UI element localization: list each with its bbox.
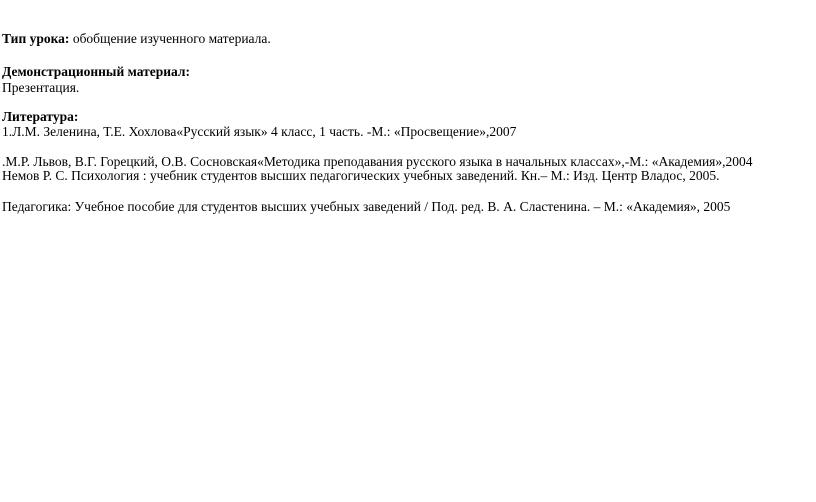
demo-material-heading: Демонстрационный материал: — [2, 64, 190, 79]
literature-item: .М.Р. Львов, В.Г. Горецкий, О.В. Сосновская«Методика преподавания русского языка в начальных классах»,-М.: «Академия»,2004 — [2, 154, 753, 169]
literature-item: Немов Р. С. Психология : учебник студентов высших педагогических учебных заведений. Кн.– М.: Изд. Центр Владос, 2005. — [2, 168, 720, 183]
lesson-type-line — [2, 31, 271, 47]
literature-heading: Литература: — [2, 109, 79, 124]
literature-item: 1.Л.М. Зеленина, Т.Е. Хохлова«Русский язык» 4 класс, 1 часть. -М.: «Просвещение»,2007 — [2, 124, 517, 139]
literature-item: Педагогика: Учебное пособие для студентов высших учебных заведений / Под. ред. В. А. Сластенина. – М.: «Академия», 2005 — [2, 199, 731, 214]
lesson-type-value: обобщение изученного материала. — [72, 31, 271, 46]
demo-material-value: Презентация. — [2, 80, 80, 95]
lesson-type-label: Тип урока: — [2, 31, 70, 46]
